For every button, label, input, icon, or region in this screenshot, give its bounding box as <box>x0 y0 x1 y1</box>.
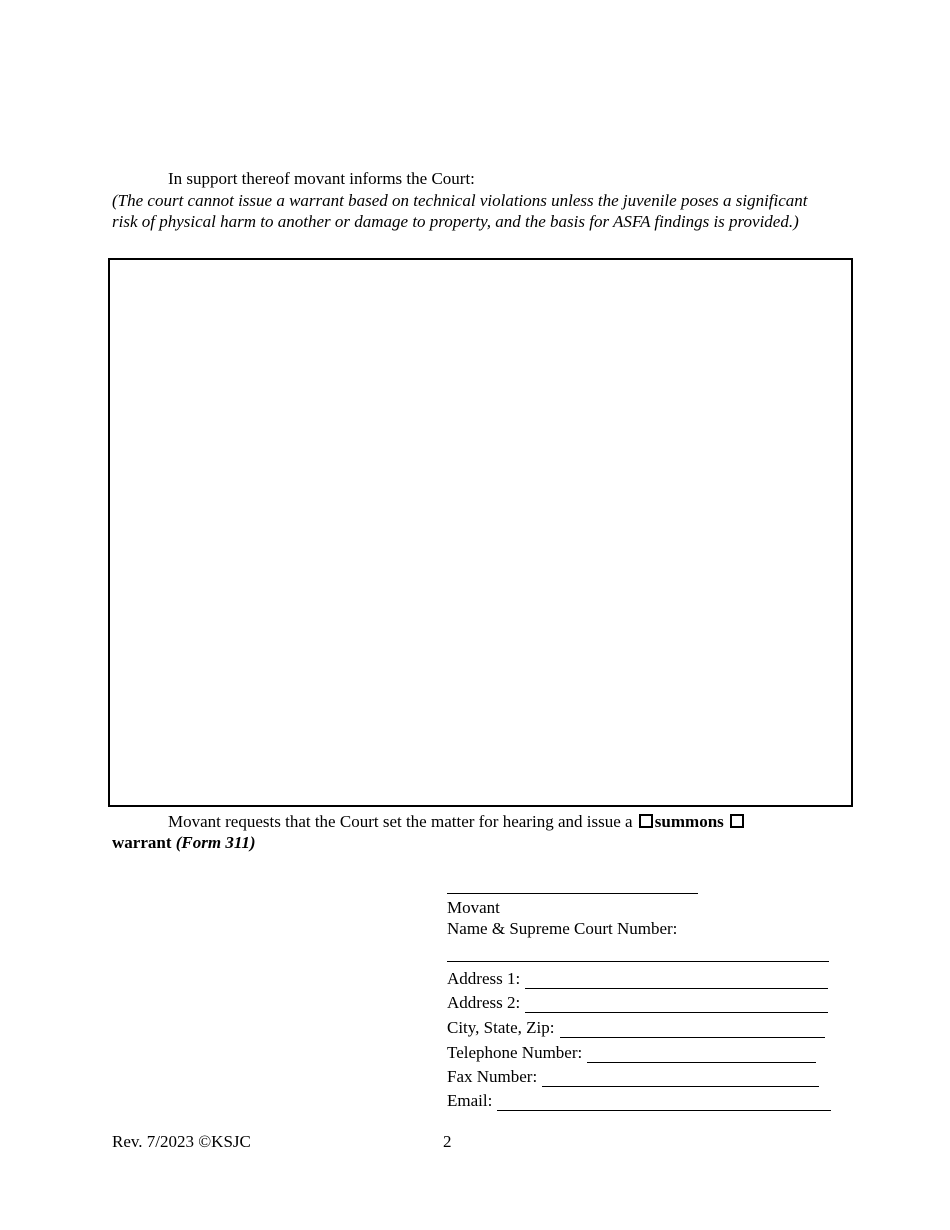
request-line-2 <box>112 833 256 853</box>
request-line <box>168 812 746 832</box>
email-line[interactable] <box>497 1094 831 1111</box>
address1-line[interactable] <box>525 972 828 989</box>
warrant-label: warrant <box>112 833 172 852</box>
email-label: Email: <box>447 1091 493 1110</box>
fax-label: Fax Number: <box>447 1067 538 1086</box>
email-field <box>447 1091 831 1111</box>
name-court-number-line[interactable] <box>447 961 829 962</box>
warrant-checkbox[interactable] <box>730 814 744 828</box>
page-number: 2 <box>443 1132 452 1151</box>
fax-line[interactable] <box>542 1070 819 1087</box>
telephone-line[interactable] <box>587 1046 816 1063</box>
address2-field <box>447 993 828 1013</box>
fax-field <box>447 1067 819 1087</box>
city-state-zip-label: City, State, Zip: <box>447 1018 555 1037</box>
summons-label: summons <box>654 812 724 831</box>
telephone-field <box>447 1043 816 1063</box>
summons-checkbox[interactable] <box>639 814 653 828</box>
signature-line[interactable] <box>447 893 698 894</box>
instruction-note: (The court cannot issue a warrant based on technical violations unless the juvenile poses a significant risk of physical harm to another or damage to property, and the basis for ASFA findings is provided.) <box>112 191 808 231</box>
revision-footer: Rev. 7/2023 ©KSJC <box>112 1132 251 1151</box>
address2-label: Address 2: <box>447 993 521 1012</box>
telephone-label: Telephone Number: <box>447 1043 583 1062</box>
movant-label: Movant <box>447 898 500 917</box>
statement-box[interactable] <box>108 258 853 807</box>
address2-line[interactable] <box>525 996 828 1013</box>
address1-label: Address 1: <box>447 969 521 988</box>
intro-text: In support thereof movant informs the Court: <box>168 169 475 188</box>
city-state-zip-field <box>447 1018 825 1038</box>
address1-field <box>447 969 828 989</box>
form-reference: (Form 311) <box>175 833 256 852</box>
name-court-number-label: Name & Supreme Court Number: <box>447 919 678 938</box>
request-prefix: Movant requests that the Court set the matter for hearing and issue a <box>168 812 633 831</box>
city-state-zip-line[interactable] <box>560 1021 825 1038</box>
